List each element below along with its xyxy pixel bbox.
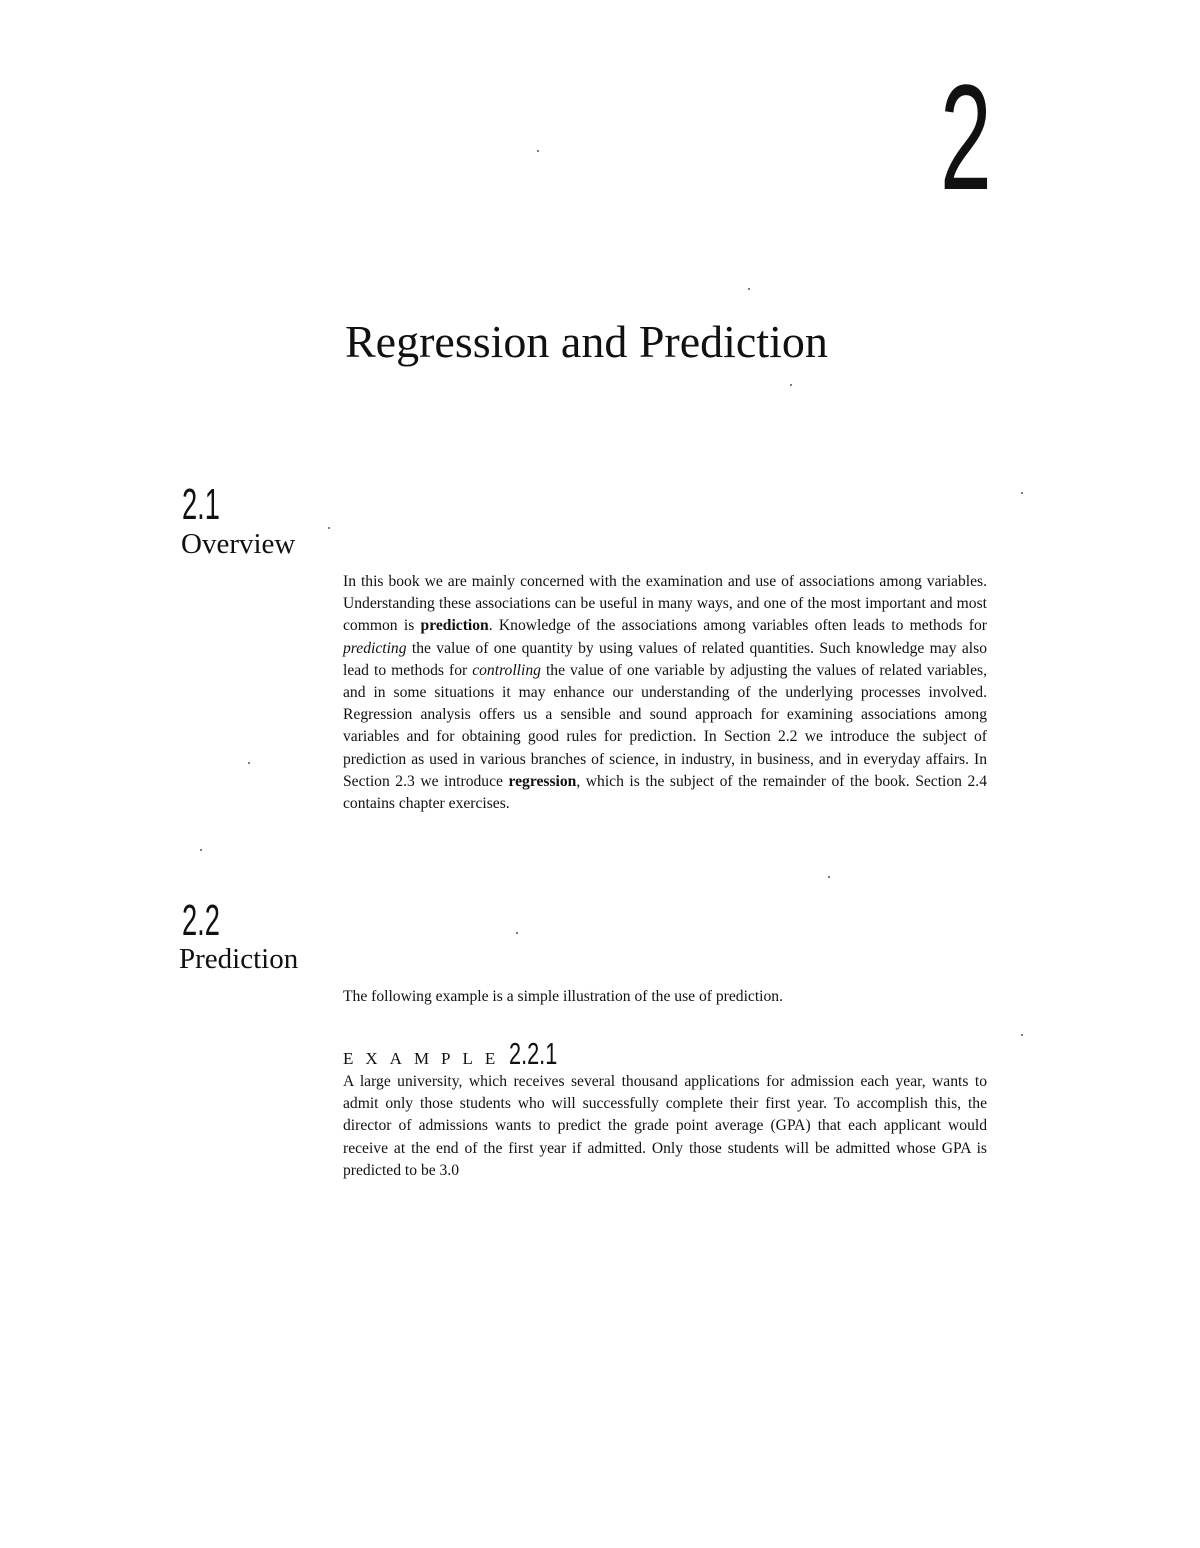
prediction-intro-text: The following example is a simple illustration of the use of prediction.: [343, 988, 783, 1005]
scan-speck: [248, 762, 250, 764]
term-predicting: predicting: [343, 639, 407, 657]
scan-speck: [828, 876, 830, 878]
overview-text-3: the value of one quantity by using values of related quantities. Such knowledge may also lead to methods for: [343, 639, 987, 679]
section-title-prediction: Prediction: [179, 943, 299, 975]
section-title-overview: Overview: [181, 528, 296, 560]
prediction-intro: [343, 986, 987, 1008]
overview-paragraph: [343, 571, 987, 815]
section-number-overview: 2.1: [182, 480, 220, 529]
example-heading: [343, 1036, 578, 1072]
overview-text-1: In this book we are mainly concerned with the examination and use of associations among variables. Understanding these associations can be useful in many ways, and one of the most important and most common is: [343, 573, 987, 635]
chapter-number: 2: [940, 53, 992, 221]
example-text: A large university, which receives several thousand applications for admission each year, wants to admit only those students who will successfully complete their first year. To accomplish this, the director of admissions wants to predict the grade point average (GPA) that each applicant would receive at the end of the first year if admitted. Only those students will be admitted whose GPA is predicted to be 3.0: [343, 1073, 987, 1179]
example-number: 2.2.1: [509, 1036, 558, 1071]
scan-speck: [328, 527, 330, 529]
scan-speck: [537, 150, 539, 152]
section-number-prediction: 2.2: [182, 896, 220, 945]
overview-text-4: the value of one variable by adjusting the values of related variables, and in some situations it may enhance our understanding of the underlying processes involved. Regression analysis offers us a sensible and sound approach for examining associations among variables and for obtaining good rules for prediction. In Section 2.2 we introduce the subject of prediction as used in various branches of science, in industry, in business, and in everyday affairs. In Section 2.3 we introduce: [343, 661, 987, 790]
scan-speck: [790, 384, 792, 386]
example-label: EXAMPLE: [343, 1049, 508, 1068]
term-prediction: prediction: [420, 617, 489, 635]
scan-speck: [200, 849, 202, 851]
overview-text-2: . Knowledge of the associations among variables often leads to methods for: [488, 617, 987, 635]
scan-speck: [748, 288, 750, 290]
scan-speck: [1021, 492, 1023, 494]
scan-speck: [516, 932, 518, 934]
term-controlling: controlling: [472, 661, 541, 679]
overview-text-5: , which is the subject of the remainder of the book. Section 2.4 contains chapter exercises.: [343, 772, 988, 813]
term-regression: regression: [508, 772, 577, 790]
chapter-title: Regression and Prediction: [345, 316, 828, 367]
example-paragraph: [343, 1071, 987, 1182]
scan-speck: [1021, 1034, 1023, 1036]
